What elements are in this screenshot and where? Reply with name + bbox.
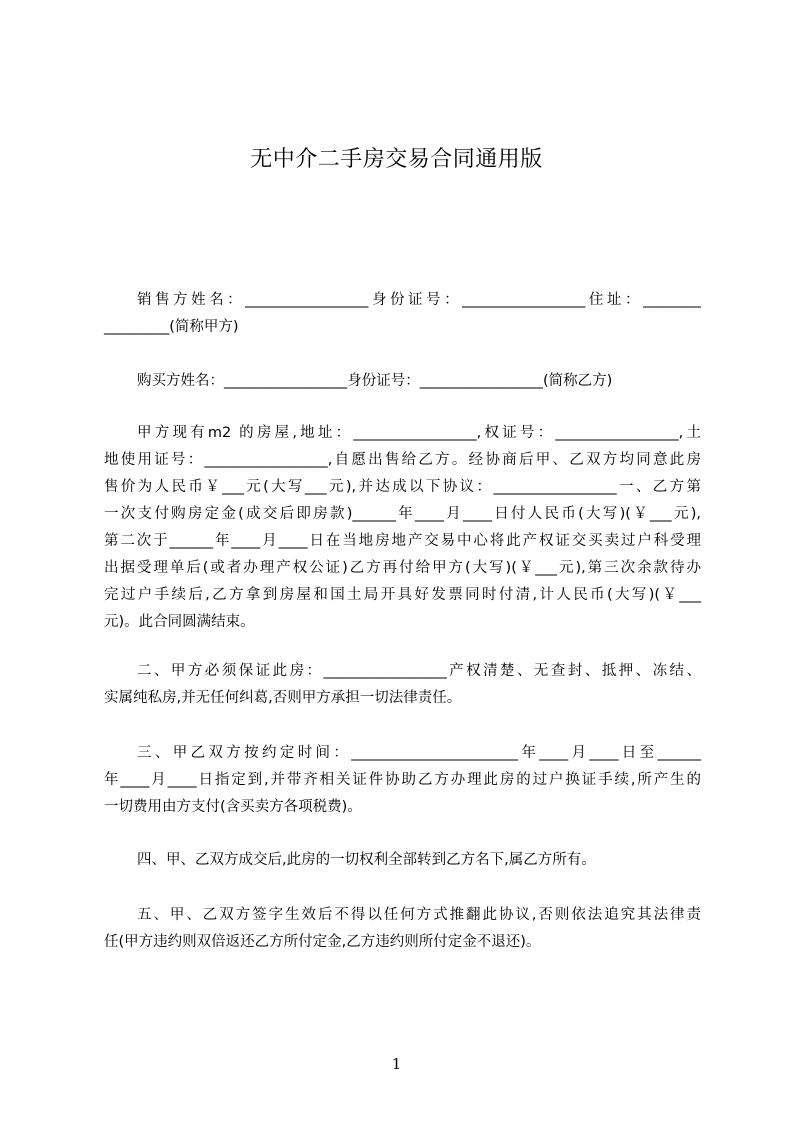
paragraph-line: 三、甲乙双方按约定时间：_______________________年____月____日至______ [137,745,701,761]
paragraph-line: 第二次于______年____月____日在当地房地产交易中心将此产权证交买卖过户科受理 [104,533,701,549]
paragraph-line: 售价为人民币￥___元(大写___元),并达成以下协议：_________________一、乙方第 [104,479,701,495]
paragraph-line: 出据受理单后(或者办理产权公证)乙方再付给甲方(大写)(￥___元),第三次余款待办 [104,560,701,576]
paragraph-line: 年____月____日指定到,并带齐相关证件协助乙方办理此房的过户换证手续,所产生的 [104,772,701,788]
paragraph-line: 实属纯私房,并无任何纠葛,否则甲方承担一切法律责任。 [104,690,462,706]
clause-4-ownership [104,847,701,874]
clause-5-breach [104,902,701,956]
seller-info [104,287,701,341]
paragraph-line: 任(甲方违约则双倍返还乙方所付定金,乙方违约则所付定金不退还)。 [104,934,541,950]
paragraph-line: 二、甲方必须保证此房：_________________产权清楚、无查封、抵押、冻结、 [137,663,701,679]
paragraph-line: 甲方现有m2 的房屋,地址：_________________,权证号：_________________,土 [137,425,701,441]
paragraph-line: 完过户手续后,乙方拿到房屋和国土局开具好发票同时付清,计人民币(大写)(￥___ [104,587,701,603]
paragraph-line: 元)。此合同圆满结束。 [104,614,255,630]
paragraph-line: 一次支付购房定金(成交后即房款)______年____月____日付人民币(大写)(￥___元), [104,506,701,522]
clause-2-guarantee [104,658,701,712]
paragraph-line: 五、甲、乙双方签字生效后不得以任何方式推翻此协议,否则依法追究其法律责 [137,907,701,923]
page-number: 1 [391,1055,402,1073]
paragraph-line: _________(简称甲方) [104,319,239,335]
paragraph-line: 购买方姓名：_________________身份证号：_________________(简称乙方) [137,373,613,389]
paragraph-line: 一切费用由方支付(含买卖方各项税费)。 [104,799,362,815]
paragraph-line: 销售方姓名：_________________身份证号：_________________住址：________ [137,292,701,308]
buyer-info [104,368,701,395]
clause-3-transfer [104,740,701,821]
paragraph-line: 四、甲、乙双方成交后,此房的一切权利全部转到乙方名下,属乙方所有。 [137,852,596,868]
paragraph-line: 地使用证号：_________________,自愿出售给乙方。经协商后甲、乙双方均同意此房 [104,452,701,468]
clause-intro-payment [104,420,701,636]
document-title: 无中介二手房交易合同通用版 [250,147,543,172]
